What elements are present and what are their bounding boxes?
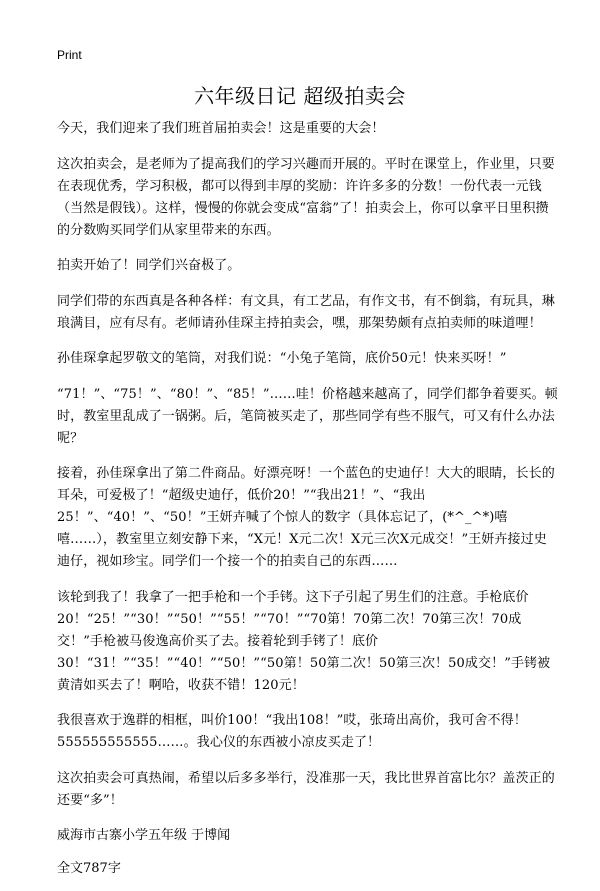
- paragraph-9: 我很喜欢于逸群的相框，叫价100！“我出108！”哎，张琦出高价，我可舍不得！555555555555……。我心仪的东西被小凉皮买走了！: [57, 713, 527, 750]
- paragraph-7: 接着，孙佳琛拿出了第二件商品。好漂亮呀！一个蓝色的史迪仔！大大的眼睛，长长的耳朵，可爱极了！“超级史迪仔，低价20！”“我出21！”、“我出25！”、“40！”、“50！”王妍卉喊了个惊人的数字（具体忘记了，(*^_^*)嘻嘻……），教室里立刻安静下来，“X元！X元二次！X元三次X元成交！”王妍卉接过史迪仔，视如珍宝。同学们一个接一个的拍卖自己的东西……: [57, 466, 555, 569]
- paragraph-3: 拍卖开始了！同学们兴奋极了。: [57, 258, 241, 273]
- paragraph-10: 这次拍卖会可真热闹，希望以后多多举行，没准那一天，我比世界首富比尔？盖茨正的还要“多”！: [57, 770, 555, 808]
- paragraph-5: 孙佳琛拿起罗敬文的笔筒，对我们说：“小兔子笔筒，底价50元！快来买呀！”: [57, 351, 507, 366]
- paragraph-6: “71！”、“75！”、“80！”、“85！”……哇！价格越来越高了，同学们都争着要买。顿时，教室里乱成了一锅粥。后，笔筒被买走了，那些同学有些不服气，可又有什么办法呢？: [57, 386, 558, 446]
- paragraph-4: 同学们带的东西真是各种各样：有文具，有工艺品，有作文书，有不倒翁，有玩具，琳琅满目，应有尽有。老师请孙佳琛主持拍卖会，嘿，那架势颇有点拍卖师的味道哩！: [57, 293, 555, 331]
- article-body: [57, 118, 558, 891]
- paragraph-2: 这次拍卖会，是老师为了提高我们的学习兴趣而开展的。平时在课堂上，作业里，只要在表现优秀，学习积极，都可以得到丰厚的奖励：许许多多的分数！一份代表一元钱（当然是假钱）。这样，慢慢的你就会变成“富翁”了！拍卖会上，你可以拿平日里积攒的分数购买同学们从家里带来的东西。: [57, 156, 555, 238]
- author-line: 威海市古寨小学五年级 于博闻: [57, 828, 231, 843]
- print-link[interactable]: Print: [57, 48, 82, 62]
- page-title: 六年级日记 超级拍卖会: [194, 84, 406, 108]
- paragraph-8: 该轮到我了！我拿了一把手枪和一个手铐。这下子引起了男生们的注意。手枪底价20！“25！”“30！”“50！”“55！”“70！”“70第！70第二次！70第三次！70成交！”手枪被马俊逸高价买了去。接着轮到手铐了！底价30！“31！”“35！”“40！”“50！”“50第！50第二次！50第三次！50成交！”手铐被黄清如买去了！啊哈，收获不错！120元！: [57, 589, 551, 693]
- paragraph-1: 今天，我们迎来了我们班首届拍卖会！这是重要的大会！: [57, 121, 385, 136]
- word-count: 全文787字: [57, 861, 121, 876]
